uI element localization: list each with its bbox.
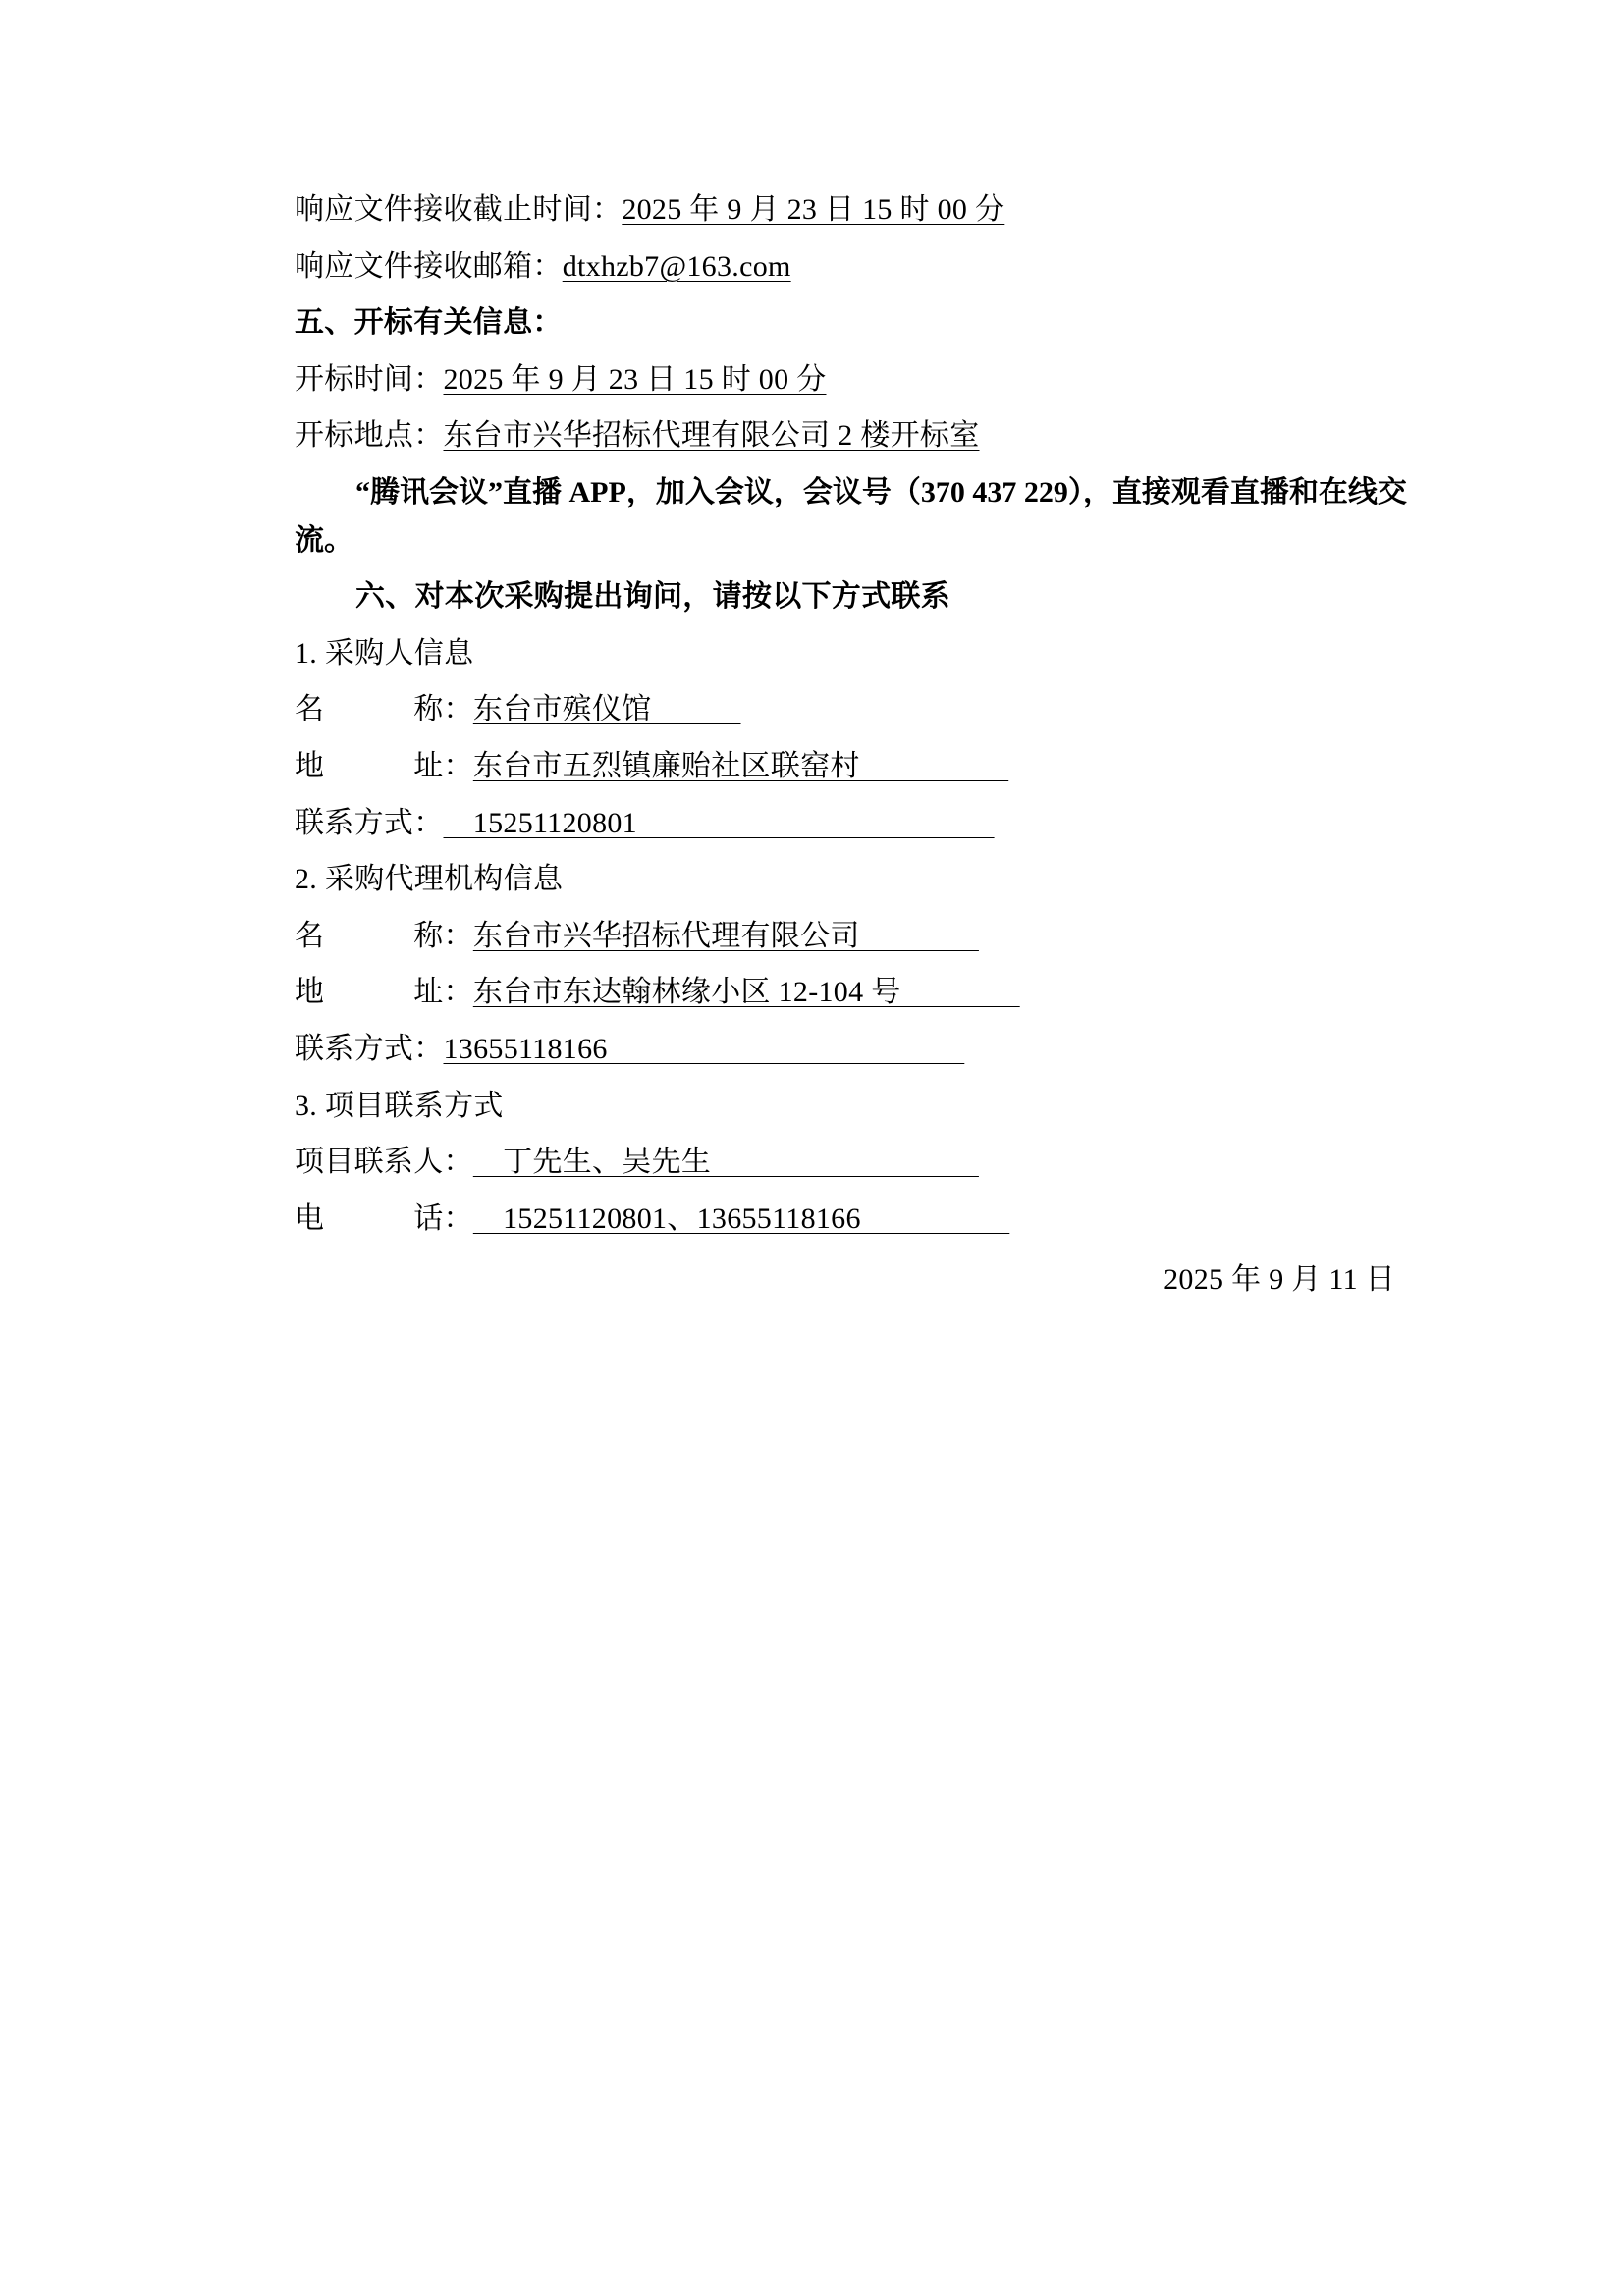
section-6-title: 六、对本次采购提出询问，请按以下方式联系 <box>355 580 950 614</box>
phone-label: 电 话： <box>295 1201 473 1235</box>
item-1-title: 1. 采购人信息 <box>295 636 474 669</box>
deadline-line <box>295 187 1413 235</box>
item-3-title: 3. 项目联系方式 <box>295 1089 504 1122</box>
section-5-title: 五、开标有关信息： <box>295 306 563 340</box>
buyer-name-value: 东台市殡仪馆 <box>472 693 741 726</box>
contact-person-value: 丁先生、吴先生 <box>472 1146 979 1179</box>
agent-address-label: 地 址： <box>295 976 473 1009</box>
agent-name-value: 东台市兴华招标代理有限公司 <box>472 919 979 952</box>
item-2-title: 2. 采购代理机构信息 <box>295 863 564 896</box>
contact-person-line <box>295 1139 1413 1187</box>
agent-contact-line <box>295 1026 1413 1074</box>
bid-place-line <box>295 412 1413 460</box>
buyer-contact-label: 联系方式： <box>295 806 444 839</box>
bid-time-line <box>295 356 1413 404</box>
buyer-address-label: 地 址： <box>295 749 473 782</box>
email-label: 响应文件接收邮箱： <box>295 249 563 283</box>
email-value: dtxhzb7@163.com <box>562 249 791 283</box>
bid-place-value: 东台市兴华招标代理有限公司 2 楼开标室 <box>443 419 980 453</box>
buyer-contact-value: 15251120801 <box>443 806 995 839</box>
buyer-address-line <box>295 743 1413 791</box>
document-body <box>295 187 1413 1305</box>
phone-value: 15251120801、13655118166 <box>472 1201 1010 1235</box>
deadline-value: 2025 年 9 月 23 日 15 时 00 分 <box>622 193 1005 226</box>
buyer-name-label: 名 称： <box>295 693 473 726</box>
buyer-address-value: 东台市五烈镇廉贻社区联窑村 <box>472 749 1009 782</box>
email-line <box>295 243 1413 292</box>
agent-contact-label: 联系方式： <box>295 1032 444 1065</box>
bid-time-value: 2025 年 9 月 23 日 15 时 00 分 <box>443 362 827 396</box>
agent-address-value: 东台市东达翰林缘小区 12-104 号 <box>472 976 1020 1009</box>
phone-line <box>295 1196 1413 1244</box>
agent-name-label: 名 称： <box>295 919 473 952</box>
buyer-contact-line <box>295 800 1413 848</box>
contact-person-label: 项目联系人： <box>295 1146 473 1179</box>
bid-place-label: 开标地点： <box>295 419 444 453</box>
meeting-paragraph: “腾讯会议”直播 APP，加入会议，会议号（370 437 229），直接观看直播和在线交流。 <box>295 475 1407 557</box>
agent-address-line <box>295 969 1413 1017</box>
bid-time-label: 开标时间： <box>295 362 444 396</box>
deadline-label: 响应文件接收截止时间： <box>295 193 623 226</box>
buyer-name-line <box>295 686 1413 734</box>
agent-contact-value: 13655118166 <box>443 1032 965 1065</box>
signature-date: 2025 年 9 月 11 日 <box>1164 1263 1395 1297</box>
agent-name-line <box>295 913 1413 961</box>
